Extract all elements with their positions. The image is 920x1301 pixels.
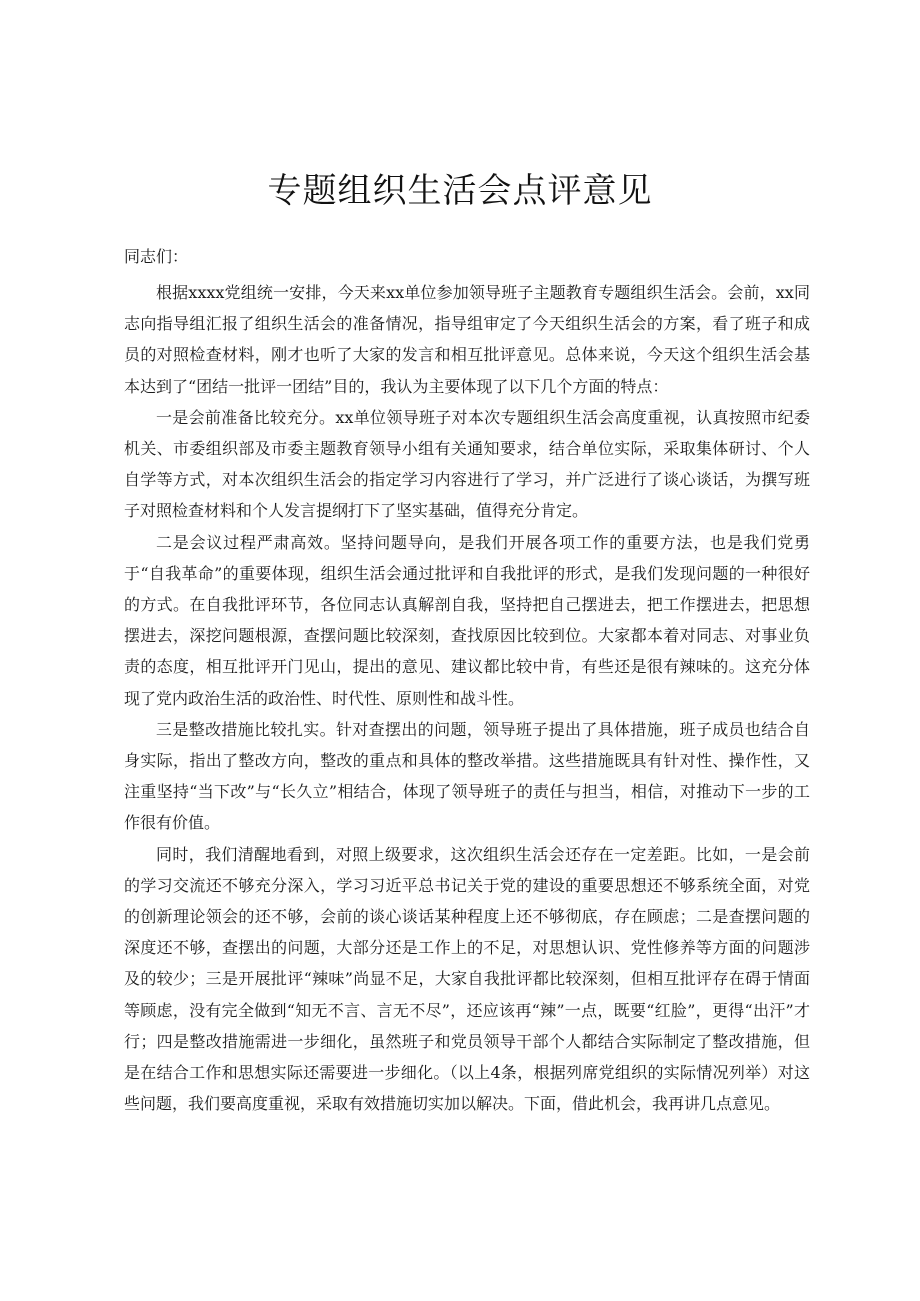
paragraph-point-2: 二是会议过程严肃高效。坚持问题导向，是我们开展各项工作的重要方法，也是我们党勇于“自我革命”的重要体现，组织生活会通过批评和自我批评的形式，是我们发现问题的一种很好的方式。在自我批评环节，各位同志认真解剖自我，坚持把自己摆进去，把工作摆进去，把思想摆进去，深挖问题根源，查摆问题比较深刻，查找原因比较到位。大家都本着对同志、对事业负责的态度，相互批评开门见山，提出的意见、建议都比较中肯，有些还是很有辣味的。这充分体现了党内政治生活的政治性、时代性、原则性和战斗性。 [124,532,810,708]
paragraph-shortcomings: 同时，我们清醒地看到，对照上级要求，这次组织生活会还存在一定差距。比如，一是会前的学习交流还不够充分深入，学习习近平总书记关于党的建设的重要思想还不够系统全面，对党的创新理论领会的还不够，会前的谈心谈话某种程度上还不够彻底，存在顾虑；二是查摆问题的深度还不够，查摆出的问题，大部分还是工作上的不足，对思想认识、党性修养等方面的问题涉及的较少；三是开展批评“辣味”尚显不足，大家自我批评都比较深刻，但相互批评存在碍于情面等顾虑，没有完全做到“知无不言、言无不尽”，还应该再“辣”一点，既要“红脸”，更得“出汗”才行；四是整改措施需进一步细化，虽然班子和党员领导干部个人都结合实际制定了整改措施，但是在结合工作和思想实际还需要进一步细化。（以上4条，根据列席党组织的实际情况列举）对这些问题，我们要高度重视，采取有效措施切实加以解决。下面，借此机会，我再讲几点意见。 [124,844,810,1114]
document-title: 专题组织生活会点评意见 [267,171,653,211]
salutation: 同志们： [124,247,189,266]
paragraph-point-1: 一是会前准备比较充分。xx单位领导班子对本次专题组织生活会高度重视，认真按照市纪委机关、市委组织部及市委主题教育领导小组有关通知要求，结合单位实际，采取集体研讨、个人自学等方式，对本次组织生活会的指定学习内容进行了学习，并广泛进行了谈心谈话，为撰写班子对照检查材料和个人发言提纲打下了坚实基础，值得充分肯定。 [124,407,810,521]
paragraph-intro: 根据xxxx党组统一安排，今天来xx单位参加领导班子主题教育专题组织生活会。会前，xx同志向指导组汇报了组织生活会的准备情况，指导组审定了今天组织生活会的方案，看了班子和成员的对照检查材料，刚才也听了大家的发言和相互批评意见。总体来说，今天这个组织生活会基本达到了“团结一批评一团结”目的，我认为主要体现了以下几个方面的特点： [124,283,810,396]
paragraph-point-3: 三是整改措施比较扎实。针对查摆出的问题，领导班子提出了具体措施，班子成员也结合自身实际，指出了整改方向，整改的重点和具体的整改举措。这些措施既具有针对性、操作性，又注重坚持“当下改”与“长久立”相结合，体现了领导班子的责任与担当，相信，对推动下一步的工作很有价值。 [124,719,810,833]
document-body [124,277,810,1119]
